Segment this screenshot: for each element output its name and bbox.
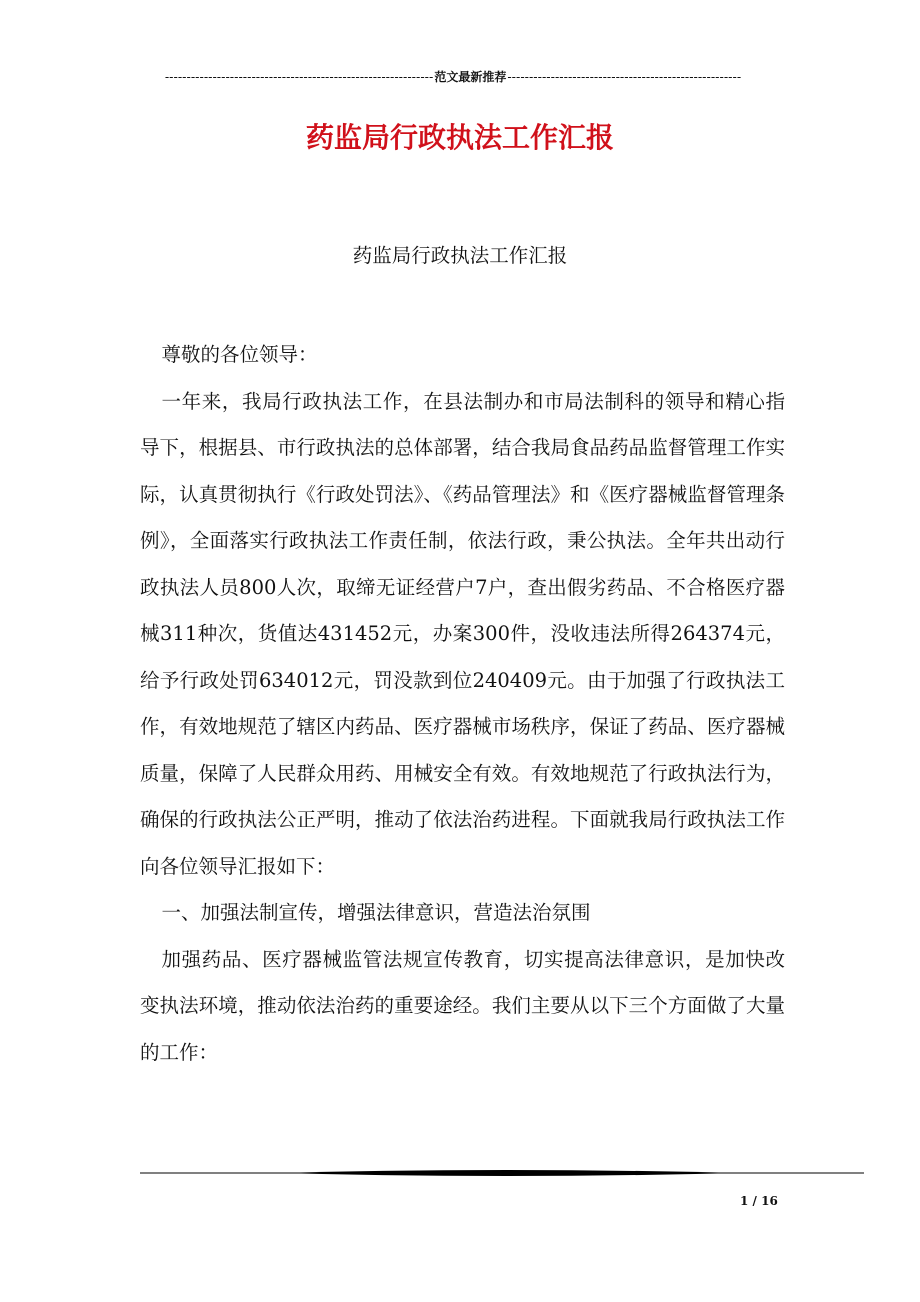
body-paragraph: 加强药品、医疗器械监管法规宣传教育，切实提高法律意识，是加快改变执法环境，推动依法治药的重要途经。我们主要从以下三个方面做了大量的工作： [140, 947, 785, 1064]
document-body [140, 332, 785, 1076]
document-subtitle: 药监局行政执法工作汇报 [352, 244, 568, 267]
page-number: 1 / 16 [740, 1194, 778, 1208]
header-label: 范文最新推荐 [434, 70, 507, 84]
section-heading: 一、加强法制宣传，增强法律意识，营造法治氛围 [161, 901, 591, 924]
header-dashes-right: ------------------------------------------------------ [507, 70, 742, 84]
page-header [138, 68, 768, 86]
header-dashes-left: -------------------------------------------------------------- [164, 70, 434, 84]
salutation-paragraph: 尊敬的各位领导： [161, 343, 318, 366]
body-paragraph: 一年来，我局行政执法工作，在县法制办和市局法制科的领导和精心指导下，根据县、市行政执法的总体部署，结合我局食品药品监督管理工作实际，认真贯彻执行《行政处罚法》、《药品管理法》和《医疗器械监督管理条例》，全面落实行政执法工作责任制，依法行政，秉公执法。全年共出动行政执法人员800人次，取缔无证经营户7户，查出假劣药品、不合格医疗器械311种次，货值达431452元，办案300件，没收违法所得264374元，给予行政处罚634012元，罚没款到位240409元。由于加强了行政执法工作，有效地规范了辖区内药品、医疗器械市场秩序，保证了药品、医疗器械质量，保障了人民群众用药、用械安全有效。有效地规范了行政执法行为，确保的行政执法公正严明，推动了依法治药进程。下面就我局行政执法工作向各位领导汇报如下： [140, 389, 785, 878]
document-title: 药监局行政执法工作汇报 [305, 121, 614, 154]
footer-divider [140, 1166, 864, 1180]
